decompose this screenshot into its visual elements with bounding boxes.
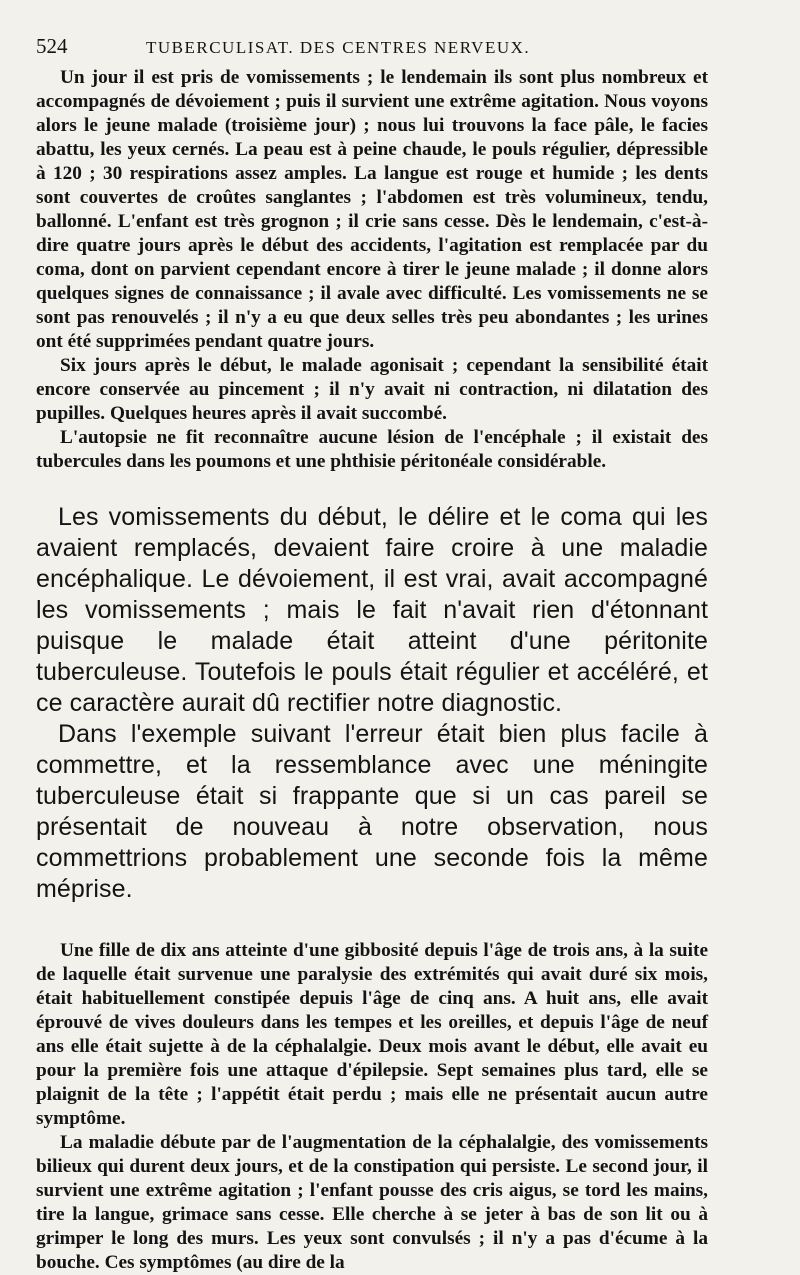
case-two-observation <box>36 939 708 1275</box>
case-two-paragraph-2: La maladie débute par de l'augmentation de la céphalalgie, des vomissements bilieux qui durent deux jours, et de la constipation qui persiste. Le second jour, il survient une extrême agitation ; l'enfant pousse des cris aigus, se tord les mains, tire la langue, grimace sans cesse. Elle cherche à se jeter à bas de son lit ou à grimper le long des murs. Les yeux sont convulsés ; il n'y a pas d'écume à la bouche. Ces symptômes (au dire de la <box>36 1132 708 1273</box>
page-header <box>36 34 708 62</box>
case-one-paragraph-3: L'autopsie ne fit reconnaître aucune lésion de l'encéphale ; il existait des tubercules dans les poumons et une phthisie péritonéale considérable. <box>36 427 708 472</box>
page-number: 524 <box>36 34 68 58</box>
commentary-paragraph-1: Les vomissements du début, le délire et le coma qui les avaient remplacés, devaient faire croire à une maladie encéphalique. Le dévoiement, il est vrai, avait accompagné les vomissements ; mais le fait n'avait rien d'étonnant puisque le malade était atteint d'une péritonite tuberculeuse. Toutefois le pouls était régulier et accéléré, et ce caractère aurait dû rectifier notre diagnostic. <box>36 503 708 717</box>
case-one-observation <box>36 66 708 474</box>
commentary <box>36 502 708 905</box>
section-gap <box>36 905 708 939</box>
case-one-paragraph-2: Six jours après le début, le malade agonisait ; cependant la sensibilité était encore conservée au pincement ; il n'y avait ni contraction, ni dilatation des pupilles. Quelques heures après il avait succombé. <box>36 355 708 424</box>
running-title: TUBERCULISAT. DES CENTRES NERVEUX. <box>146 38 531 57</box>
commentary-paragraph-2: Dans l'exemple suivant l'erreur était bien plus facile à commettre, et la ressemblance avec une méningite tuberculeuse était si frappante que si un cas pareil se présentait de nouveau à notre observation, nous commettrions probablement une seconde fois la même méprise. <box>36 720 708 903</box>
case-two-paragraph-1: Une fille de dix ans atteinte d'une gibbosité depuis l'âge de trois ans, à la suite de laquelle était survenue une paralysie des extrémités qui avait duré six mois, était habituellement constipée depuis l'âge de cinq ans. A huit ans, elle avait éprouvé de vives douleurs dans les tempes et les oreilles, et depuis l'âge de neuf ans elle était sujette à de la céphalalgie. Deux mois avant le début, elle avait eu pour la première fois une attaque d'épilepsie. Sept semaines plus tard, elle se plaignit de la tête ; l'appétit était perdu ; mais elle ne présentait aucun autre symptôme. <box>36 940 708 1129</box>
case-one-paragraph-1: Un jour il est pris de vomissements ; le lendemain ils sont plus nombreux et accompagnés de dévoiement ; puis il survient une extrême agitation. Nous voyons alors le jeune malade (troisième jour) ; nous lui trouvons la face pâle, le facies abattu, les yeux cernés. La peau est à peine chaude, le pouls régulier, dépressible à 120 ; 30 respirations assez amples. La langue est rouge et humide ; les dents sont couvertes de croûtes sanglantes ; l'abdomen est très volumineux, tendu, ballonné. L'enfant est très grognon ; il crie sans cesse. Dès le lendemain, c'est-à-dire quatre jours après le début des accidents, l'agitation est remplacée par du coma, dont on parvient cependant encore à tirer le jeune malade ; il donne alors quelques signes de connaissance ; il avale avec difficulté. Les vomissements ne se sont pas renouvelés ; il n'y a eu que deux selles très peu abondantes ; les urines ont été supprimées pendant quatre jours. <box>36 67 708 352</box>
